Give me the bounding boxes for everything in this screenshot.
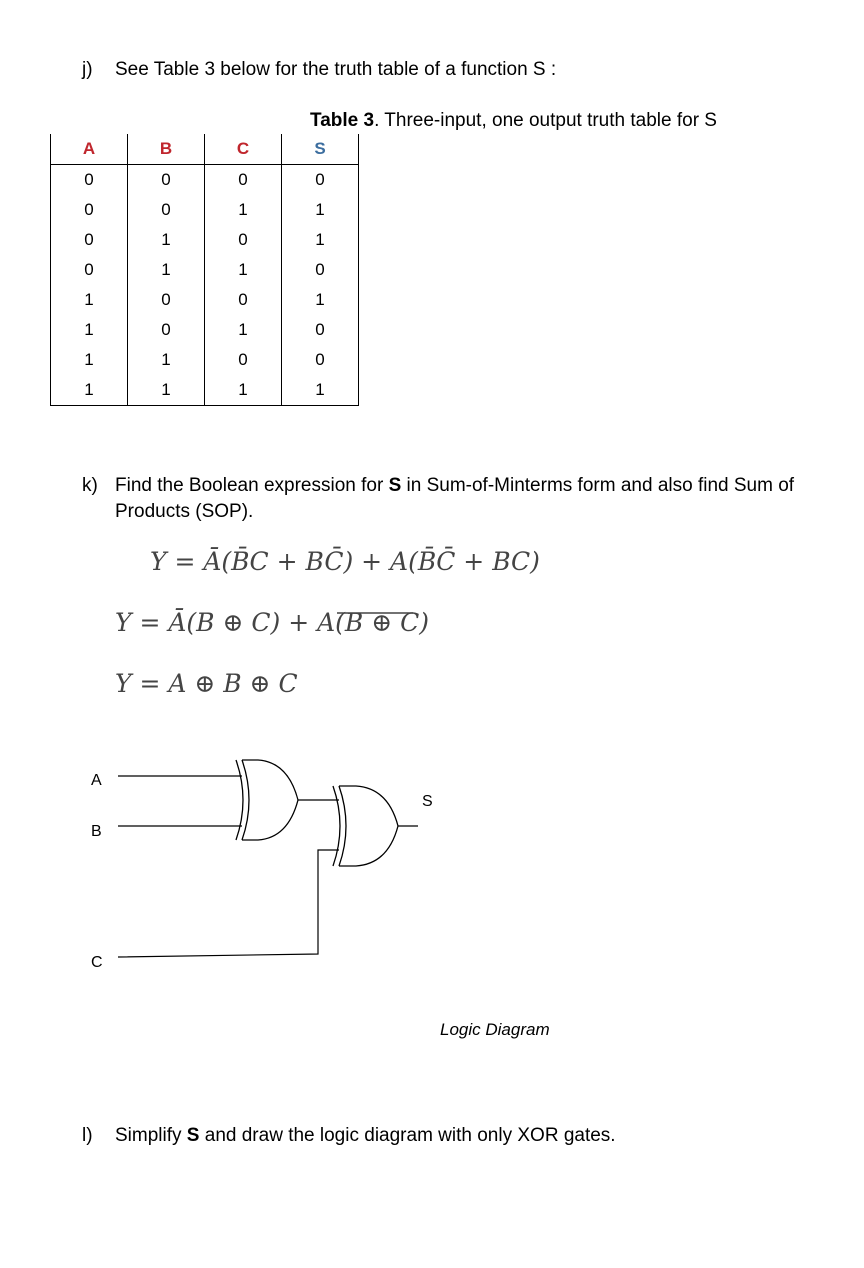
table-cell: 1	[282, 225, 359, 255]
section-k-line1	[115, 473, 794, 499]
table-caption-text: . Three-input, one output truth table for S	[374, 110, 717, 131]
table-row	[51, 255, 359, 285]
table-row	[51, 345, 359, 375]
section-j-text: See Table 3 below for the truth table of a function S :	[115, 59, 557, 80]
table-cell: 0	[128, 165, 205, 196]
table-caption-label: Table 3	[310, 110, 375, 131]
equation-1: Y = Ā(B̄C + BC̄) + A(B̄C̄ + BC)	[150, 547, 540, 576]
table-cell: 1	[128, 375, 205, 406]
section-l-marker: l)	[82, 1125, 93, 1146]
section-l-text-bold: S	[186, 1125, 200, 1146]
xor-gate-2	[333, 786, 398, 866]
table-caption	[310, 108, 717, 134]
table-cell: 0	[128, 195, 205, 225]
table-cell: 1	[282, 195, 359, 225]
table-row	[51, 225, 359, 255]
table-cell: 1	[205, 255, 282, 285]
section-l-text-post: and draw the logic diagram with only XOR gates.	[199, 1125, 616, 1146]
output-label-s: S	[422, 793, 433, 810]
table-cell: 0	[282, 255, 359, 285]
table-cell: 0	[282, 165, 359, 196]
table-header-row	[51, 134, 359, 165]
equation-2	[115, 608, 429, 637]
header-a: A	[51, 134, 128, 165]
table-cell: 1	[128, 225, 205, 255]
table-cell: 1	[128, 345, 205, 375]
table-cell: 0	[51, 255, 128, 285]
equation-2-text: Y = Ā(B ⊕ C) + A(B ⊕ C)	[115, 608, 429, 637]
table-row	[51, 165, 359, 196]
table-cell: 1	[51, 285, 128, 315]
table-cell: 1	[282, 375, 359, 406]
table-cell: 0	[282, 315, 359, 345]
input-label-b: B	[91, 823, 102, 840]
section-k-line1-pre: Find the Boolean expression for	[115, 475, 389, 496]
table-row	[51, 195, 359, 225]
section-k-line1-bold: S	[388, 475, 402, 496]
section-l-text	[115, 1123, 616, 1149]
logic-diagram	[0, 740, 864, 980]
header-c: C	[205, 134, 282, 165]
section-k-line1-post: in Sum-of-Minterms form and also find Sum of	[401, 475, 795, 496]
table-cell: 1	[128, 255, 205, 285]
table-cell: 0	[205, 285, 282, 315]
table-cell: 0	[205, 225, 282, 255]
table-row	[51, 375, 359, 406]
equation-3: Y = A ⊕ B ⊕ C	[115, 669, 298, 698]
table-row	[51, 285, 359, 315]
table-cell: 0	[282, 345, 359, 375]
section-k-line2: Products (SOP).	[115, 501, 254, 522]
table-cell: 0	[51, 225, 128, 255]
table-cell: 0	[128, 315, 205, 345]
table-cell: 0	[205, 345, 282, 375]
table-row	[51, 315, 359, 345]
table-cell: 0	[128, 285, 205, 315]
header-b: B	[128, 134, 205, 165]
table-cell: 1	[205, 195, 282, 225]
table-cell: 0	[51, 195, 128, 225]
header-s: S	[282, 134, 359, 165]
table-cell: 1	[51, 345, 128, 375]
equation-2-overbar	[337, 610, 413, 616]
table-cell: 1	[205, 375, 282, 406]
wire-c	[118, 850, 339, 957]
table-cell: 1	[51, 375, 128, 406]
xor-gate-1	[236, 760, 298, 840]
input-label-a: A	[91, 772, 102, 789]
diagram-caption: Logic Diagram	[440, 1020, 550, 1039]
input-label-c: C	[91, 954, 103, 971]
section-j-marker: j)	[82, 59, 93, 80]
table-cell: 0	[205, 165, 282, 196]
section-l-text-pre: Simplify	[115, 1125, 187, 1146]
table-cell: 0	[51, 165, 128, 196]
section-k-marker: k)	[82, 475, 98, 496]
table-cell: 1	[51, 315, 128, 345]
truth-table	[50, 134, 359, 406]
table-cell: 1	[282, 285, 359, 315]
table-cell: 1	[205, 315, 282, 345]
